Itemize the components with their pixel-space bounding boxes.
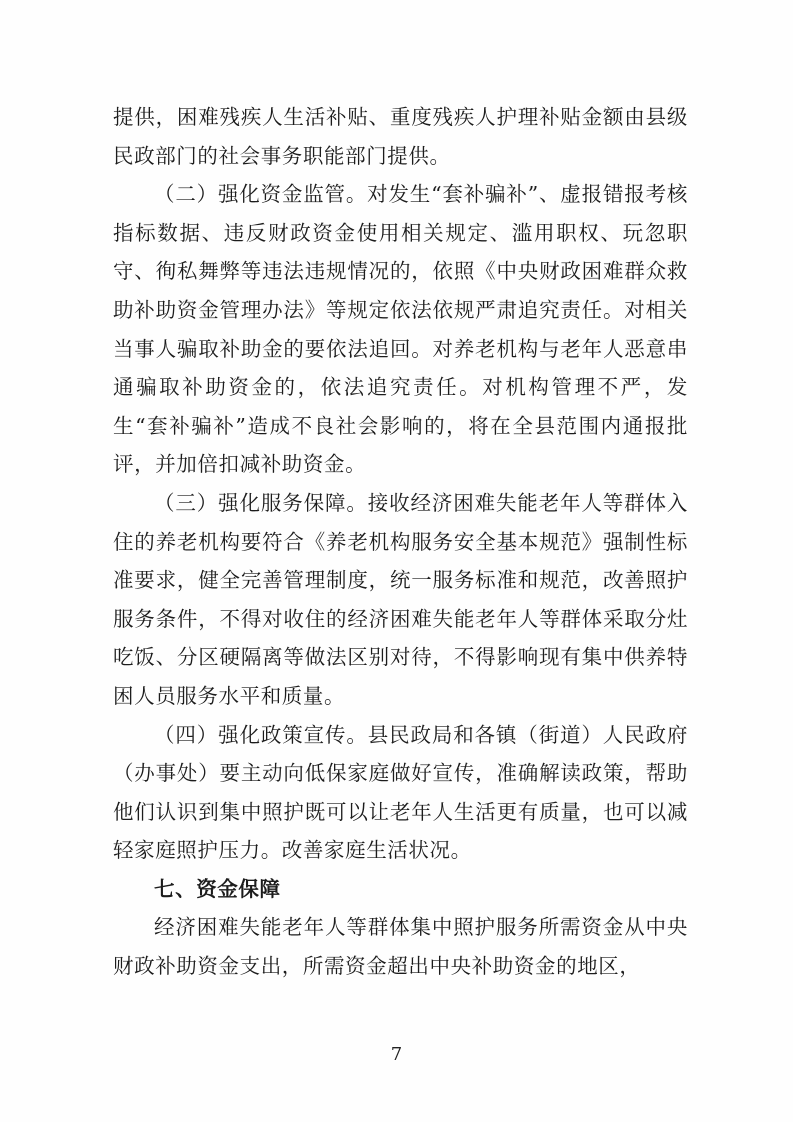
paragraph-service-guarantee: （三）强化服务保障。接收经济困难失能老年人等群体入住的养老机构要符合《养老机构服务安全基本规范》强制性标准要求，健全完善管理制度，统一服务标准和规范，改善照护服务条件，不得对收住的经济困难失能老年人等群体采取分灶吃饭、分区硬隔离等做法区别对待，不得影响现有集中供养特困人员服务水平和质量。 [113,490,688,708]
paragraph-fund-supervision: （二）强化资金监管。对发生“套补骗补”、虚报错报考核指标数据、违反财政资金使用相关规定、滥用职权、玩忽职守、徇私舞弊等违法违规情况的，依照《中央财政困难群众救助补助资金管理办法》等规定依法依规严肃追究责任。对相关当事人骗取补助金的要依法追回。对养老机构与老年人恶意串通骗取补助资金的，依法追究责任。对机构管理不严，发生“套补骗补”造成不良社会影响的，将在全县范围内通报批评，并加倍扣减补助资金。 [113,182,688,477]
document-body [113,98,688,986]
section-heading-fund-guarantee: 七、资金保障 [154,876,281,901]
paragraph-fund-guarantee: 经济困难失能老年人等群体集中照护服务所需资金从中央财政补助资金支出，所需资金超出中央补助资金的地区， [113,915,688,979]
paragraph-continuation: 提供，困难残疾人生活补贴、重度残疾人护理补贴金额由县级民政部门的社会事务职能部门提供。 [113,105,688,168]
page-number: 7 [390,1044,403,1065]
paragraph-policy-publicity: （四）强化政策宣传。县民政局和各镇（街道）人民政府（办事处）要主动向低保家庭做好宣传，准确解读政策，帮助他们认识到集中照护既可以让老年人生活更有质量，也可以减轻家庭照护压力。改善家庭生活状况。 [113,722,688,863]
